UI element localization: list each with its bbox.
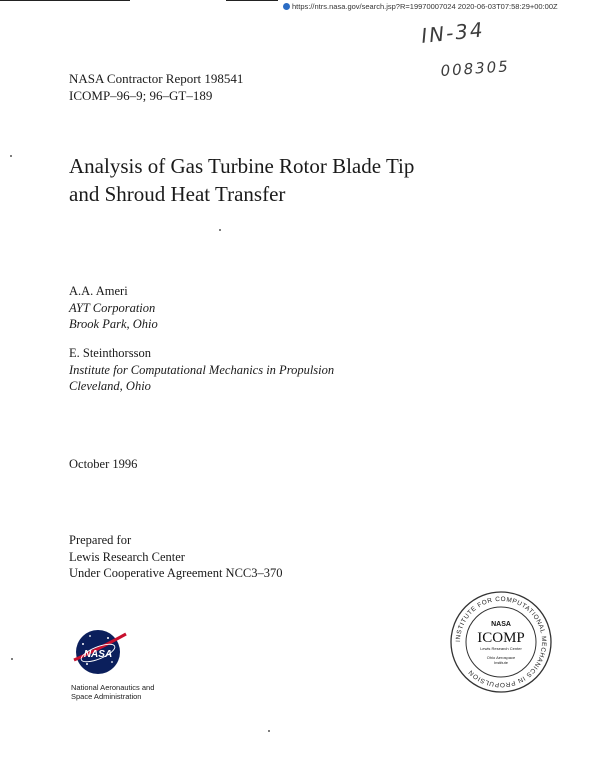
report-number: NASA Contractor Report 198541 xyxy=(69,71,244,86)
scan-edge-line-mid xyxy=(226,0,278,1)
scan-speck xyxy=(11,658,13,660)
author-affiliation: Institute for Computational Mechanics in Propulsion xyxy=(69,362,335,377)
author-name: E. Steinthorsson xyxy=(69,346,151,360)
handwritten-category: IN-34 xyxy=(420,17,486,48)
svg-text:Ohio Aerospace: Ohio Aerospace xyxy=(486,655,516,660)
author-block-2 xyxy=(69,345,334,395)
icomp-seal-graphic xyxy=(449,590,553,694)
author-name: A.A. Ameri xyxy=(69,284,128,298)
author-block-1 xyxy=(69,283,158,333)
scan-speck xyxy=(268,730,270,732)
nasa-logo xyxy=(70,626,128,676)
svg-text:Institute: Institute xyxy=(493,660,509,665)
title-line-2: and Shroud Heat Transfer xyxy=(69,182,286,206)
scan-speck xyxy=(219,229,221,231)
scan-speck xyxy=(10,155,12,157)
handwritten-number: 008305 xyxy=(440,57,511,80)
globe-icon xyxy=(283,3,290,10)
svg-text:NASA: NASA xyxy=(491,621,511,628)
url-text: https://ntrs.nasa.gov/search.jsp?R=19970007024 2020-06-03T07:58:29+00:00Z xyxy=(292,2,558,11)
title-line-1: Analysis of Gas Turbine Rotor Blade Tip xyxy=(69,154,415,178)
ntrs-url-stamp[interactable] xyxy=(283,2,598,12)
prepared-for-block xyxy=(69,532,283,582)
prepared-center: Lewis Research Center xyxy=(69,549,185,564)
nasa-meatball-icon xyxy=(70,626,128,676)
document-title xyxy=(69,152,509,208)
prepared-agreement: Under Cooperative Agreement NCC3–370 xyxy=(69,566,283,580)
prepared-for-label: Prepared for xyxy=(69,533,132,547)
author-location: Brook Park, Ohio xyxy=(69,317,158,331)
publication-date: October 1996 xyxy=(69,457,138,471)
icomp-seal xyxy=(449,590,553,694)
svg-text:ICOMP: ICOMP xyxy=(477,630,525,646)
nasa-caption: National Aeronautics and Space Administration xyxy=(71,683,155,701)
author-affiliation: AYT Corporation xyxy=(69,300,156,315)
svg-text:NASA: NASA xyxy=(83,649,113,660)
report-identifiers xyxy=(69,70,243,104)
scan-edge-line-left xyxy=(0,0,130,1)
svg-text:INSTITUTE FOR COMPUTATIONAL ME: INSTITUTE FOR COMPUTATIONAL MECHANICS IN PROPULSION xyxy=(454,595,548,689)
svg-text:Lewis Research Center: Lewis Research Center xyxy=(480,646,522,651)
report-codes: ICOMP–96–9; 96–GT–189 xyxy=(69,88,213,103)
author-location: Cleveland, Ohio xyxy=(69,379,151,393)
